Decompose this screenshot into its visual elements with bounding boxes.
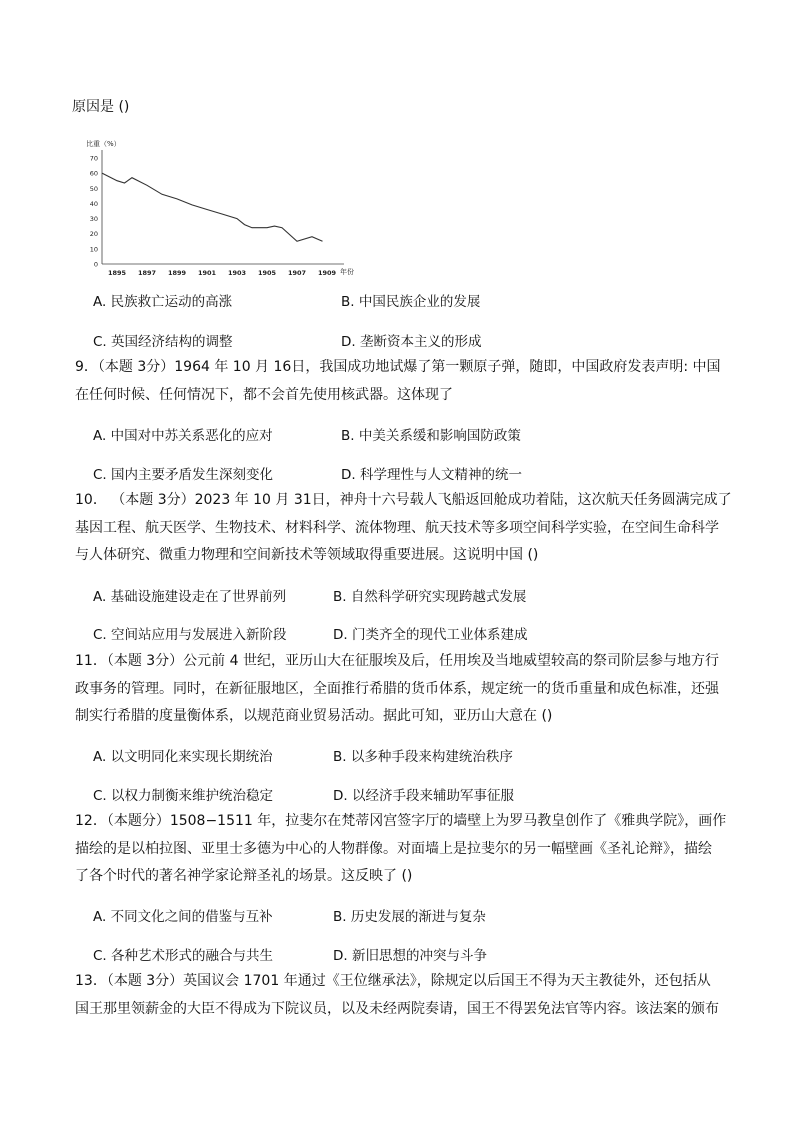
y-axis-label: 比重（%） — [86, 140, 121, 148]
q10-option-d[interactable]: D. 门类齐全的现代工业体系建成 — [333, 627, 528, 643]
q13-line-1: 13．（本题 3分）英国议会 1701 年通过《王位继承法》，除规定以后国王不得为天主教徒外，还包括从 — [75, 973, 711, 989]
y-tick-labels — [90, 155, 98, 269]
question-12-stem — [75, 808, 725, 891]
y-tick-label: 20 — [89, 230, 98, 239]
question-13-stem — [75, 968, 725, 1023]
question-11-stem — [75, 648, 725, 731]
q9-option-a[interactable]: A. 中国对中苏关系恶化的应对 — [93, 428, 273, 444]
q10-line-3: 与人体研究、微重力物理和空间新技术等领域取得重要进展。这说明中国 () — [75, 547, 539, 563]
x-tick-label: 1901 — [197, 269, 217, 277]
q8-option-b[interactable]: B. 中国民族企业的发展 — [341, 294, 481, 310]
x-tick-label: 1899 — [167, 269, 187, 277]
y-tick-label: 40 — [89, 199, 98, 208]
question-9-stem — [75, 354, 725, 409]
x-tick-label: 1907 — [287, 269, 307, 277]
q8-option-a[interactable]: A. 民族救亡运动的高涨 — [93, 294, 233, 310]
q10-option-b[interactable]: B. 自然科学研究实现跨越式发展 — [333, 589, 527, 605]
q11-line-2: 政事务的管理。同时，在新征服地区，全面推行希腊的货币体系，规定统一的货币重量和成色标准，还强 — [75, 680, 719, 697]
y-tick-label: 0 — [93, 260, 98, 269]
x-tick-label: 1897 — [137, 269, 157, 277]
q11-option-a[interactable]: A. 以文明同化来实现长期统治 — [93, 749, 273, 765]
x-tick-labels — [108, 269, 337, 277]
q9-line-2: 在任何时候、任何情况下，都不会首先使用核武器。这体现了 — [75, 386, 453, 403]
q10-option-a[interactable]: A. 基础设施建设走在了世界前列 — [93, 589, 287, 605]
question-10-stem — [75, 487, 732, 570]
q10-line-2: 基因工程、航天医学、生物技术、材料科学、流体物理、航天技术等多项空间科学实验，在空间生命科学 — [75, 519, 719, 536]
q9-option-d[interactable]: D. 科学理性与人文精神的统一 — [341, 467, 522, 483]
q12-option-d[interactable]: D. 新旧思想的冲突与斗争 — [333, 948, 487, 964]
y-tick-label: 60 — [89, 169, 98, 178]
chart-axes — [102, 150, 344, 264]
question-intro: 原因是 () — [72, 99, 130, 115]
y-tick-label: 70 — [89, 154, 98, 163]
x-tick-label: 1903 — [227, 269, 247, 277]
line-chart — [78, 133, 378, 283]
q12-option-a[interactable]: A. 不同文化之间的借鉴与互补 — [93, 909, 273, 925]
q12-line-2: 描绘的是以柏拉图、亚里士多德为中心的人物群像。对面墙上是拉斐尔的另一幅壁画《圣礼论辩》，描绘 — [75, 840, 712, 857]
q11-line-1: 11．（本题 3分）公元前 4 世纪，亚历山大在征服埃及后，任用埃及当地威望较高的祭司阶层参与地方行 — [75, 653, 719, 669]
q8-option-d[interactable]: D. 垄断资本主义的形成 — [341, 334, 482, 350]
q11-option-d[interactable]: D. 以经济手段来辅助军事征服 — [333, 788, 514, 804]
q12-line-1: 12．（本题分）1508−1511 年，拉斐尔在梵蒂冈宫签字厅的墙壁上为罗马教皇创作了《雅典学院》，画作 — [75, 813, 727, 829]
q12-option-c[interactable]: C. 各种艺术形式的融合与共生 — [93, 948, 274, 964]
q9-option-b[interactable]: B. 中美关系缓和影响国防政策 — [341, 428, 521, 444]
q12-line-3: 了各个时代的著名神学家论辩圣礼的场景。这反映了 () — [75, 868, 413, 884]
q8-option-c[interactable]: C. 英国经济结构的调整 — [93, 334, 233, 350]
x-tick-label: 1895 — [107, 269, 127, 277]
y-tick-label: 50 — [89, 184, 98, 193]
x-tick-label: 1909 — [317, 269, 337, 277]
y-tick-label: 30 — [89, 215, 98, 224]
y-tick-label: 10 — [89, 245, 98, 254]
q10-line-1: 10． （本题 3分）2023 年 10 月 31日，神舟十六号载人飞船返回舱成功着陆，这次航天任务圆满完成了 — [75, 492, 732, 508]
q12-option-b[interactable]: B. 历史发展的渐进与复杂 — [333, 909, 486, 925]
q9-line-1: 9．（本题 3分）1964 年 10 月 16日，我国成功地试爆了第一颗原子弹，随即，中国政府发表声明: 中国 — [75, 359, 721, 375]
q9-option-c[interactable]: C. 国内主要矛盾发生深刻变化 — [93, 467, 274, 483]
q11-option-c[interactable]: C. 以权力制衡来维护统治稳定 — [93, 788, 274, 804]
series-line — [102, 173, 323, 241]
x-axis-label: 年份 — [340, 268, 354, 276]
q11-option-b[interactable]: B. 以多种手段来构建统治秩序 — [333, 749, 513, 765]
q13-line-2: 国王那里领薪金的大臣不得成为下院议员，以及未经两院奏请，国王不得罢免法官等内容。该法案的颁布 — [75, 1000, 719, 1017]
q10-option-c[interactable]: C. 空间站应用与发展进入新阶段 — [93, 627, 287, 643]
x-tick-label: 1905 — [257, 269, 277, 277]
q11-line-3: 制实行希腊的度量衡体系，以规范商业贸易活动。据此可知，亚历山大意在 () — [75, 708, 553, 724]
